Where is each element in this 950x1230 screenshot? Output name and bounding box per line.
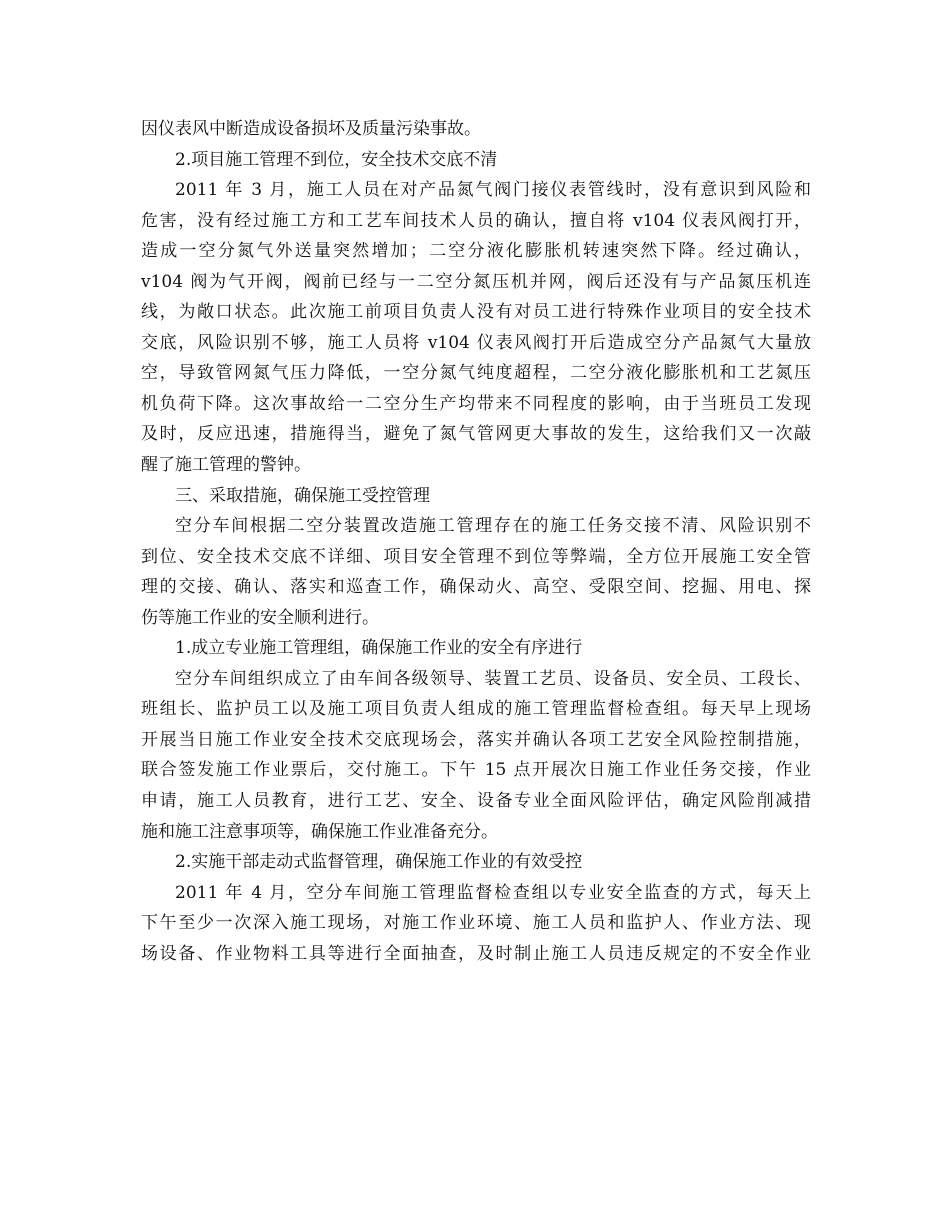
text-line: 空，导致管网氮气压力降低，一空分氮气纯度超程，二空分液化膨胀机和工艺氮压 xyxy=(141,363,811,384)
text-line: 空分车间组织成立了由车间各级领导、装置工艺员、设备员、安全员、工段长、 xyxy=(175,668,811,689)
text-line: 2011 年 3 月，施工人员在对产品氮气阀门接仪表管线时，没有意识到风险和 xyxy=(175,180,811,201)
text-line: 因仪表风中断造成设备损坏及质量污染事故。 xyxy=(141,119,481,139)
document-body xyxy=(141,114,811,969)
text-line: 2.实施干部走动式监督管理，确保施工作业的有效受控 xyxy=(175,852,583,873)
text-line: 危害，没有经过施工方和工艺车间技术人员的确认，擅自将 v104 仪表风阀打开， xyxy=(141,210,811,231)
text-line: 下午至少一次深入施工现场，对施工作业环境、施工人员和监护人、作业方法、现 xyxy=(141,913,811,934)
text-line: 伤等施工作业的安全顺利进行。 xyxy=(141,607,379,628)
text-line: 2.项目施工管理不到位，安全技术交底不清 xyxy=(175,149,498,170)
text-line: 到位、安全技术交底不详细、项目安全管理不到位等弊端，全方位开展施工安全管 xyxy=(141,546,811,567)
text-line: 开展当日施工作业安全技术交底现场会，落实并确认各项工艺安全风险控制措施， xyxy=(141,729,811,750)
text-line: v104 阀为气开阀，阀前已经与一二空分氮压机并网，阀后还没有与产品氮压机连 xyxy=(141,271,811,292)
text-line: 理的交接、确认、落实和巡查工作，确保动火、高空、受限空间、挖掘、用电、探 xyxy=(141,577,811,598)
text-line: 机负荷下降。这次事故给一二空分生产均带来不同程度的影响，由于当班员工发现 xyxy=(141,393,811,414)
text-line: 造成一空分氮气外送量突然增加；二空分液化膨胀机转速突然下降。经过确认， xyxy=(141,241,811,262)
text-line: 及时，反应迅速，措施得当，避免了氮气管网更大事故的发生，这给我们又一次敲 xyxy=(141,424,811,445)
text-line: 2011 年 4 月，空分车间施工管理监督检查组以专业安全监查的方式，每天上 xyxy=(175,882,811,903)
text-line: 1.成立专业施工管理组，确保施工作业的安全有序进行 xyxy=(175,638,583,659)
text-line: 三、采取措施，确保施工受控管理 xyxy=(175,485,430,506)
text-line: 联合签发施工作业票后，交付施工。下午 15 点开展次日施工作业任务交接，作业 xyxy=(141,760,811,781)
text-line: 空分车间根据二空分装置改造施工管理存在的施工任务交接不清、风险识别不 xyxy=(175,516,811,537)
text-line: 施和施工注意事项等，确保施工作业准备充分。 xyxy=(141,821,498,842)
text-line: 班组长、监护员工以及施工项目负责人组成的施工管理监督检查组。每天早上现场 xyxy=(141,699,811,720)
text-line: 场设备、作业物料工具等进行全面抽查，及时制止施工人员违反规定的不安全作业 xyxy=(141,943,811,964)
text-line: 交底，风险识别不够，施工人员将 v104 仪表风阀打开后造成空分产品氮气大量放 xyxy=(141,332,811,353)
text-line: 线，为敞口状态。此次施工前项目负责人没有对员工进行特殊作业项目的安全技术 xyxy=(141,302,811,323)
text-line: 申请，施工人员教育，进行工艺、安全、设备专业全面风险评估，确定风险削减措 xyxy=(141,791,811,812)
text-line: 醒了施工管理的警钟。 xyxy=(141,455,311,476)
